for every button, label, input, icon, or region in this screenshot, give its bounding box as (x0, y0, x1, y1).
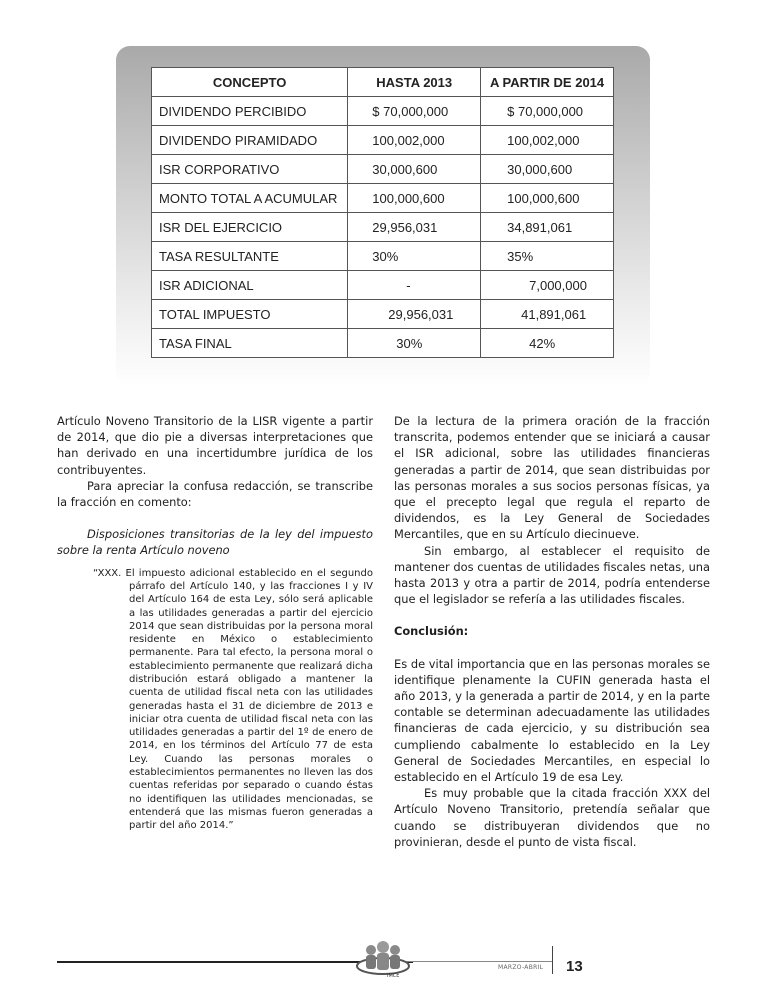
section-subtitle: Disposiciones transitorias de la ley del impuesto sobre la renta Artículo noveno (57, 527, 373, 558)
spacer (57, 510, 373, 526)
value-2014: 42% (481, 329, 614, 358)
value-2013: 30% (348, 329, 481, 358)
paragraph: Para apreciar la confusa redacción, se transcribe la fracción en comento: (57, 478, 373, 510)
left-text-column (57, 413, 373, 833)
paragraph: Es muy probable que la citada fracción XXX del Artículo Noveno Transitorio, pretendía señalar que cuando se distribuyeran dividendos que no provinieran, desde el punto de vista fiscal. (394, 786, 710, 849)
paragraph: Artículo Noveno Transitorio de la LISR vigente a partir de 2014, que dio pie a diversas interpretaciones que han derivado en una incertidumbre jurídica de los contribuyentes. (57, 414, 373, 477)
row-label: ISR DEL EJERCICIO (152, 213, 348, 242)
value-2014: 35% (481, 242, 614, 271)
value-2013: - (348, 271, 481, 300)
column-header-concepto: CONCEPTO (152, 68, 348, 97)
row-label: DIVIDENDO PERCIBIDO (152, 97, 348, 126)
table-row (152, 329, 614, 358)
right-text-column (394, 413, 710, 850)
value-2014: 100,000,600 (481, 184, 614, 213)
table-row (152, 242, 614, 271)
footer-divider (552, 946, 553, 974)
column-header-hasta-2013: HASTA 2013 (348, 68, 481, 97)
row-label: MONTO TOTAL A ACUMULAR (152, 184, 348, 213)
value-2014: 41,891,061 (481, 300, 614, 329)
value-2014: $ 70,000,000 (481, 97, 614, 126)
legal-quote: “XXX. El impuesto adicional establecido en el segundo párrafo del Artículo 140, y las fracciones I y IV del Artículo 164 de esta Ley, sólo será aplicable a las utilidades generadas a partir del ejercicio 2014 que sean distribuidas por la persona moral residente en México o establecimiento permanente. Para tal efecto, la persona moral o establecimiento permanente que realizará dicha distribución estará obligado a mantener la cuenta de utilidad fiscal neta con las utilidades generadas hasta el 31 de diciembre de 2013 e iniciar otra cuenta de utilidad fiscal neta con las utilidades generadas a partir del 1º de enero de 2014, en los términos del Artículo 77 de esta Ley. Cuando las personas morales o establecimientos permanentes no lleven las dos cuentas referidas por separado o cuando éstas no identifiquen las utilidades mencionadas, se entenderá que las mismas fueron generadas a partir del año 2014.” (93, 567, 373, 832)
table-header-row (152, 68, 614, 97)
value-2013: 30,000,600 (348, 155, 481, 184)
value-2014: 7,000,000 (481, 271, 614, 300)
value-2013: 100,000,600 (348, 184, 481, 213)
paragraph: Es de vital importancia que en las personas morales se identifique plenamente la CUFIN generada hasta el año 2013, y la generada a partir de 2014, y en la parte contable se determinan adecuadamente las utilidades financieras de cada ejercicio, y su distribución sea cumpliendo cabalmente lo establecido en la Ley General de Sociedades Mercantiles, en especial lo establecido en el Artículo 19 de esa Ley. (394, 656, 710, 785)
spacer (394, 607, 710, 623)
page-number: 13 (566, 958, 583, 975)
table-row (152, 271, 614, 300)
row-label: DIVIDENDO PIRAMIDADO (152, 126, 348, 155)
footer-rule-thin (392, 961, 552, 962)
value-2013: $ 70,000,000 (348, 97, 481, 126)
table-row (152, 300, 614, 329)
value-2013: 100,002,000 (348, 126, 481, 155)
table-row (152, 97, 614, 126)
value-2013: 29,956,031 (348, 213, 481, 242)
table-row (152, 184, 614, 213)
table-row (152, 213, 614, 242)
issue-month: MARZO-ABRIL (498, 964, 544, 971)
conclusion-heading: Conclusión: (394, 624, 469, 639)
people-group-logo-icon (355, 940, 411, 980)
spacer (394, 640, 710, 656)
table-row (152, 155, 614, 184)
value-2014: 30,000,600 (481, 155, 614, 184)
paragraph: De la lectura de la primera oración de la fracción transcrita, podemos entender que se iniciará a causar el ISR adicional, sobre las utilidades financieras generadas a partir de 2014, que sean distribuidas por las personas morales a sus socios personas físicas, ya que el precepto legal que regula el reparto de dividendos, es la Ley General de Sociedades Mercantiles, que en su Artículo diecinueve. (394, 414, 710, 542)
column-header-a-partir-2014: A PARTIR DE 2014 (481, 68, 614, 97)
row-label: TASA RESULTANTE (152, 242, 348, 271)
logo-text: IMCE (387, 973, 400, 979)
value-2014: 34,891,061 (481, 213, 614, 242)
dividend-comparison-table (151, 67, 614, 358)
value-2013: 30% (348, 242, 481, 271)
paragraph: Sin embargo, al establecer el requisito de mantener dos cuentas de utilidades fiscales netas, una hasta 2013 y otra a partir de 2014, podría entenderse que el legislador se refería a las utilidades fiscales. (394, 543, 710, 607)
value-2014: 100,002,000 (481, 126, 614, 155)
row-label: ISR CORPORATIVO (152, 155, 348, 184)
table-row (152, 126, 614, 155)
value-2013: 29,956,031 (348, 300, 481, 329)
row-label: TOTAL IMPUESTO (152, 300, 348, 329)
row-label: ISR ADICIONAL (152, 271, 348, 300)
row-label: TASA FINAL (152, 329, 348, 358)
